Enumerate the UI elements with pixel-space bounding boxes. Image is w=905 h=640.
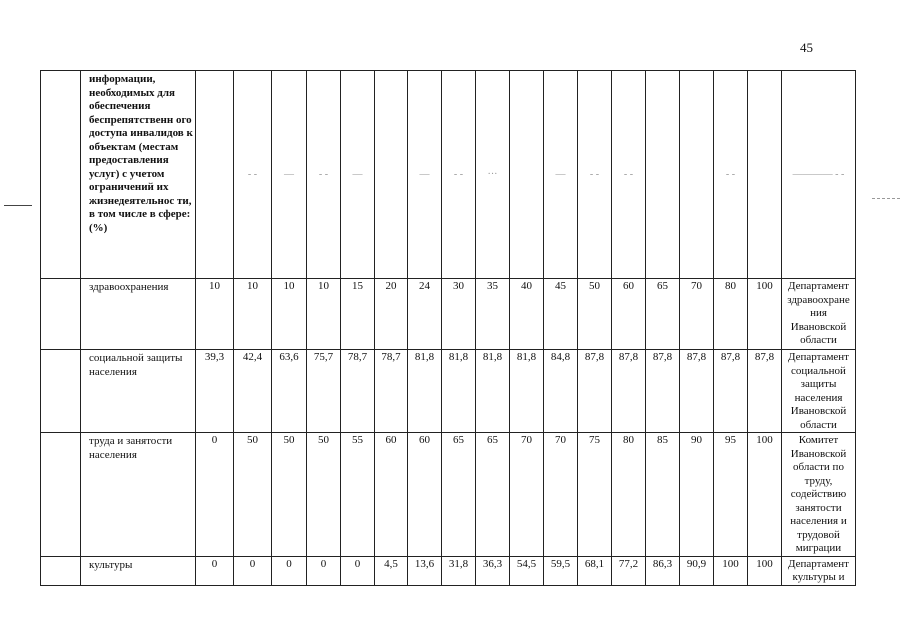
value-cell: 50 — [234, 433, 272, 557]
number-cell — [41, 279, 81, 350]
value-cell: 81,8 — [476, 350, 510, 433]
value-cell — [646, 71, 680, 279]
value-cell — [375, 71, 408, 279]
value-cell: 24 — [408, 279, 442, 350]
value-cell: 80 — [612, 433, 646, 557]
value-cell: 80 — [714, 279, 748, 350]
row-label: социальной защиты населения — [81, 350, 196, 433]
row-label: культуры — [81, 556, 196, 585]
value-cell: 87,8 — [680, 350, 714, 433]
value-cell: - - — [442, 71, 476, 279]
value-cell: 13,6 — [408, 556, 442, 585]
value-cell: 68,1 — [578, 556, 612, 585]
page-number: 45 — [800, 40, 813, 55]
value-cell: 87,8 — [748, 350, 782, 433]
responsible-cell: ———— - - — [782, 71, 856, 279]
value-cell: - - — [714, 71, 748, 279]
value-cell: 40 — [510, 279, 544, 350]
value-cell: 86,3 — [646, 556, 680, 585]
value-cell: 0 — [234, 556, 272, 585]
value-cell: 10 — [307, 279, 341, 350]
value-cell: 0 — [272, 556, 307, 585]
value-cell: — — [408, 71, 442, 279]
row-label: информации, необходимых для обеспечения беспрепятственн ого доступа инвалидов к объектам (местам предоставления услуг) с учетом ограничений их жизнедеятельнос ти, в том числе в сфере: (%) — [81, 71, 196, 279]
value-cell: 20 — [375, 279, 408, 350]
value-cell: 0 — [196, 433, 234, 557]
value-cell — [680, 71, 714, 279]
value-cell: 70 — [544, 433, 578, 557]
value-cell: 60 — [408, 433, 442, 557]
value-cell: 36,3 — [476, 556, 510, 585]
number-cell — [41, 433, 81, 557]
value-cell: — — [544, 71, 578, 279]
value-cell: 87,8 — [612, 350, 646, 433]
value-cell: 90 — [680, 433, 714, 557]
value-cell: 81,8 — [408, 350, 442, 433]
value-cell: 100 — [748, 279, 782, 350]
table-row — [41, 350, 856, 433]
value-cell: 60 — [612, 279, 646, 350]
value-cell: 0 — [307, 556, 341, 585]
value-cell: 85 — [646, 433, 680, 557]
table-row — [41, 556, 856, 585]
value-cell: 50 — [272, 433, 307, 557]
value-cell: 54,5 — [510, 556, 544, 585]
number-cell — [41, 71, 81, 279]
scan-artifact-line — [872, 198, 900, 199]
value-cell: - - — [307, 71, 341, 279]
table-row — [41, 279, 856, 350]
value-cell: 70 — [510, 433, 544, 557]
value-cell: 87,8 — [578, 350, 612, 433]
value-cell: 100 — [714, 556, 748, 585]
value-cell: 65 — [646, 279, 680, 350]
value-cell: 10 — [196, 279, 234, 350]
value-cell — [748, 71, 782, 279]
value-cell: 30 — [442, 279, 476, 350]
value-cell: 35 — [476, 279, 510, 350]
value-cell: 100 — [748, 556, 782, 585]
value-cell: 42,4 — [234, 350, 272, 433]
value-cell: 59,5 — [544, 556, 578, 585]
value-cell: 45 — [544, 279, 578, 350]
value-cell: 39,3 — [196, 350, 234, 433]
value-cell: 60 — [375, 433, 408, 557]
value-cell: 10 — [234, 279, 272, 350]
value-cell: 81,8 — [442, 350, 476, 433]
value-cell: 50 — [307, 433, 341, 557]
value-cell: 0 — [341, 556, 375, 585]
value-cell: 10 — [272, 279, 307, 350]
value-cell: - - — [234, 71, 272, 279]
number-cell — [41, 350, 81, 433]
value-cell: 78,7 — [341, 350, 375, 433]
value-cell — [196, 71, 234, 279]
value-cell: 95 — [714, 433, 748, 557]
value-cell: 100 — [748, 433, 782, 557]
value-cell: 15 — [341, 279, 375, 350]
value-cell: - - — [612, 71, 646, 279]
value-cell: 75,7 — [307, 350, 341, 433]
value-cell: 63,6 — [272, 350, 307, 433]
indicator-table-container — [40, 70, 856, 586]
value-cell: 87,8 — [646, 350, 680, 433]
responsible-cell: Департамент социальной защиты населения Ивановской области — [782, 350, 856, 433]
value-cell: 78,7 — [375, 350, 408, 433]
table-row-header — [41, 71, 856, 279]
responsible-cell: Департамент здравоохране ния Ивановской области — [782, 279, 856, 350]
number-cell — [41, 556, 81, 585]
value-cell: 90,9 — [680, 556, 714, 585]
table-row — [41, 433, 856, 557]
value-cell: 84,8 — [544, 350, 578, 433]
value-cell: — — [272, 71, 307, 279]
row-label: труда и занятости населения — [81, 433, 196, 557]
value-cell: — — [341, 71, 375, 279]
value-cell: 81,8 — [510, 350, 544, 433]
value-cell: 0 — [196, 556, 234, 585]
value-cell: 55 — [341, 433, 375, 557]
value-cell: 87,8 — [714, 350, 748, 433]
indicator-table — [40, 70, 856, 586]
row-label: здравоохранения — [81, 279, 196, 350]
value-cell: 65 — [476, 433, 510, 557]
value-cell: 77,2 — [612, 556, 646, 585]
responsible-cell: Комитет Ивановской области по труду, содействию занятости населения и трудовой миграции — [782, 433, 856, 557]
value-cell: - - — [578, 71, 612, 279]
value-cell: 50 — [578, 279, 612, 350]
value-cell: 31,8 — [442, 556, 476, 585]
value-cell: 70 — [680, 279, 714, 350]
scan-artifact-line — [4, 205, 32, 206]
value-cell: 75 — [578, 433, 612, 557]
responsible-cell: Департамент культуры и — [782, 556, 856, 585]
value-cell: 65 — [442, 433, 476, 557]
value-cell — [510, 71, 544, 279]
value-cell: 4,5 — [375, 556, 408, 585]
value-cell: ··· — [476, 71, 510, 279]
